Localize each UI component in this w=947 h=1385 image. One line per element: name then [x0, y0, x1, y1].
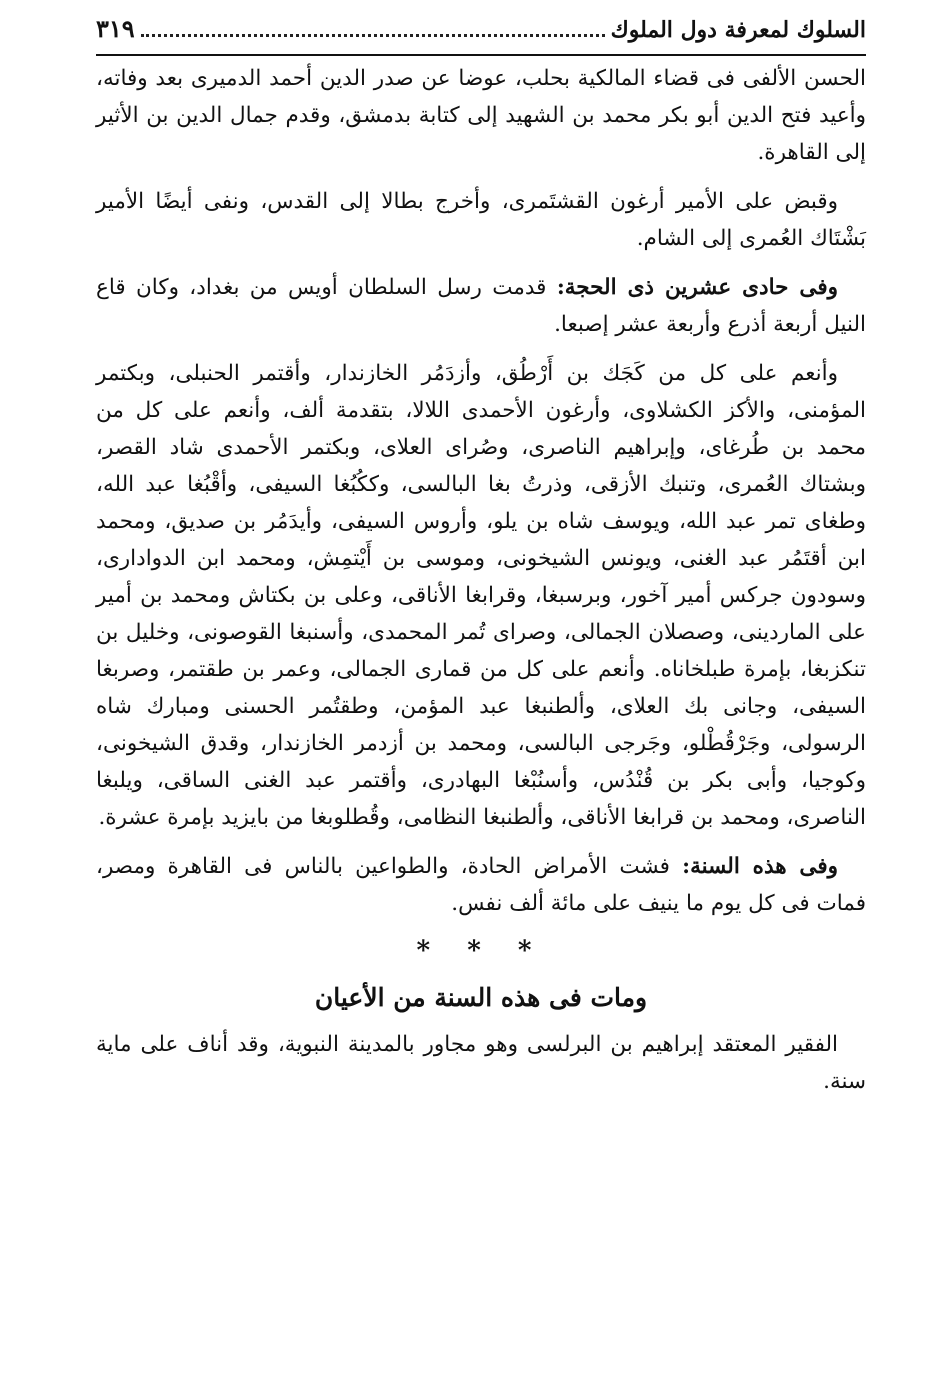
paragraph-1	[96, 60, 866, 171]
paragraph-lead: وفى هذه السنة:	[682, 854, 839, 879]
running-title: السلوك لمعرفة دول الملوك	[610, 17, 866, 43]
paragraph-text: الحسن الألفى فى قضاء المالكية بحلب، عوضا عن صدر الدين أحمد الدميرى بعد وفاته، وأعيد فتح الدين أبو بكر محمد بن الشهيد إلى كتابة بدمشق، وقدم جمال الدين بن الأثير إلى القاهرة.	[96, 66, 866, 165]
paragraph-text: وأنعم على كل من كَجَك بن أَرْطُق، وأزدَمُر الخازندار، وأقتمر الحنبلى، وبكتمر المؤمنى، والأكز الكشلاوى، وأرغون الأحمدى اللالا، بتقدمة ألف، وأنعم على كل من محمد بن طُرغاى، وإبراهيم الناصرى، وصُراى العلاى، وبكتمر الأحمدى شاد القصر، وبشتاك العُمرى، وتنبك الأزقى، وذرتُ بغا البالسى، وككُبُغا السيفى، وأقْبُغا عبد الله، وطغاى تمر عبد الله، ويوسف شاه بن يلو، وأروس السيفى، وأيدَمُر بن صديق، ومحمد ابن أقتَمُر عبد الغنى، ويونس الشيخونى، وموسى بن أَيْتمِش، ومحمد ابن الدوادارى، وسودون جركس أمير آخور، وبرسبغا، وقرابغا الأناقى، وعلى بن بكتاش ومحمد بن أمير على الماردينى، وصصلان الجمالى، وصراى تُمر المحمدى، وأسنبغا القوصونى، وخليل بن تنكزبغا، بإمرة طبلخاناه. وأنعم على كل من قمارى الجمالى، وعمر بن طقتمر، وصربغا السيفى، وجانى بك العلاى، وألطنبغا عبد المؤمن، وطقتُمر الحسنى ومبارك شاه الرسولى، وجَرْقُطْلو، وجَرجى البالسى، ومحمد بن أزدمر الخازندار، وقدق الشيخونى، وكوجيا، وأبى بكر بن قُنْدُس، وأسنُبْغا البهادرى، وأقتمر عبد الغنى الساقى، ويلبغا الناصرى، ومحمد بن قرابغا الأناقى، وألطنبغا النظامى، وقُطلوبغا من بايزيد بإمرة عشرة.	[96, 361, 866, 830]
paragraph-lead: وفى حادى عشرين ذى الحجة:	[556, 275, 839, 300]
paragraph-2	[96, 183, 866, 257]
paragraph-5	[96, 848, 866, 922]
book-page	[96, 14, 866, 1100]
paragraph-text: وقبض على الأمير أرغون القشتَمرى، وأخرج بطالا إلى القدس، ونفى أيضًا الأمير بَشْتَاك العُمرى إلى الشام.	[96, 189, 866, 251]
paragraph-3	[96, 269, 866, 343]
paragraph-text: الفقير المعتقد إبراهيم بن البرلسى وهو مجاور بالمدينة النبوية، وقد أناف على ماية سنة.	[96, 1032, 866, 1094]
page-number: ٣١٩	[96, 14, 135, 43]
leader-dots	[141, 20, 605, 37]
paragraph-text: فشت الأمراض الحادة، والطواعين بالناس فى القاهرة ومصر، فمات فى كل يوم ما ينيف على مائة ألف نفس.	[96, 854, 866, 916]
running-header	[96, 14, 866, 56]
section-separator: * * *	[416, 936, 546, 966]
paragraph-text: قدمت رسل السلطان أويس من بغداد، وكان قاع النيل أربعة أذرع وأربعة عشر إصبعا.	[96, 275, 866, 337]
section-heading: ومات فى هذه السنة من الأعيان	[314, 983, 648, 1012]
paragraph-4	[96, 355, 866, 836]
section-paragraph	[96, 1026, 866, 1100]
